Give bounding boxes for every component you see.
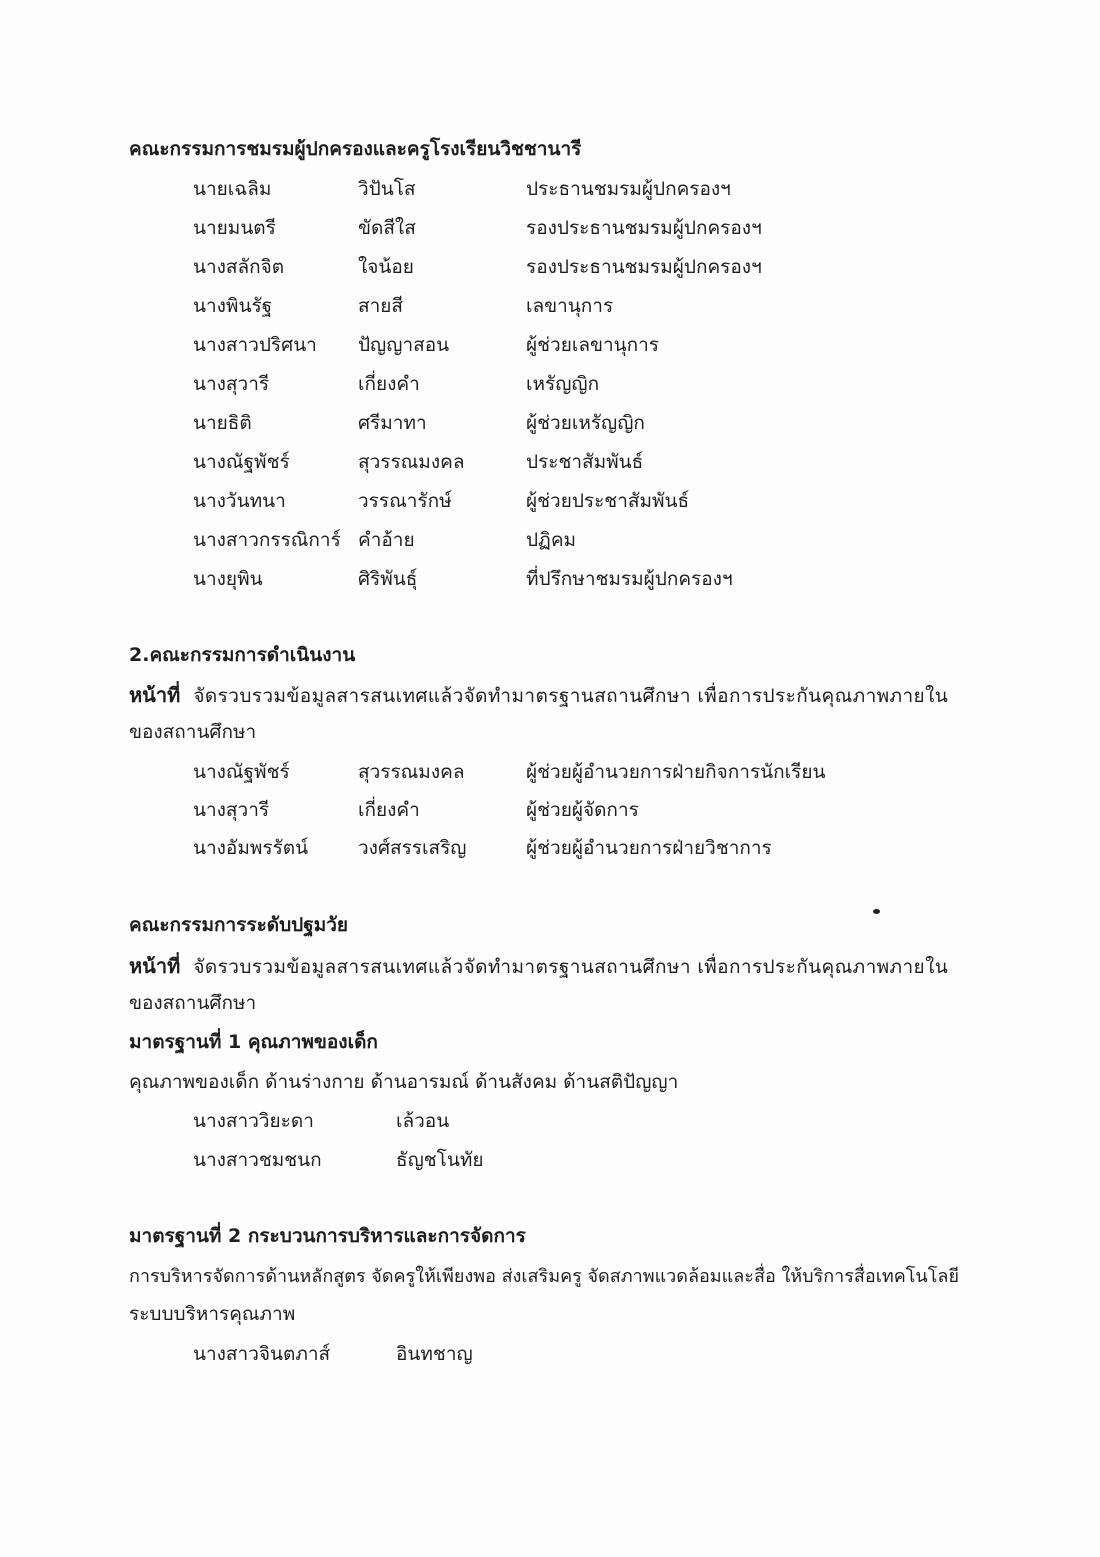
member-last-name: ขัดสีใส [358,217,416,239]
member-first-name: นางสุวารี [193,373,270,395]
scan-speck [873,909,880,914]
member-role: เลขานุการ [526,295,614,317]
member-first-name: นางวันทนา [193,490,286,512]
parents-committee-title: คณะกรรมการชมรมผู้ปกครองและครูโรงเรียนวิชชานารี [129,138,582,160]
member-first-name: นางสาวปริศนา [193,334,317,356]
member-role: ผู้ช่วยผู้จัดการ [526,799,639,821]
member-first-name: นายธิติ [193,412,252,434]
member-role: ประธานชมรมผู้ปกครองฯ [526,178,731,200]
standard-1-title: มาตรฐานที่ 1 คุณภาพของเด็ก [129,1031,378,1053]
member-role: ผู้ช่วยผู้อำนวยการฝ่ายวิชาการ [526,837,772,859]
member-last-name: คำอ้าย [358,529,415,551]
member-role: ประชาสัมพันธ์ [526,451,644,473]
duty-text-continued: ของสถานศึกษา [129,721,257,743]
member-first-name: นางพินรัฐ [193,295,273,317]
member-last-name: ใจน้อย [358,256,414,278]
member-first-name: นางณัฐพัชร์ [193,451,290,473]
member-role: ที่ปรึกษาชมรมผู้ปกครองฯ [526,568,733,590]
member-role: รองประธานชมรมผู้ปกครองฯ [526,217,762,239]
standard-2-description-continued: ระบบบริหารคุณภาพ [129,1303,296,1325]
member-last-name: สุวรรณมงคล [358,761,465,783]
duty-text-continued: ของสถานศึกษา [129,992,257,1014]
member-last-name: ศิริพันธุ์ [358,568,418,590]
member-first-name: นางสาวกรรณิการ์ [193,529,341,551]
member-last-name: สายสี [358,295,403,317]
member-role: ผู้ช่วยประชาสัมพันธ์ [526,490,690,512]
member-first-name: นางยุพิน [193,568,263,590]
early-childhood-committee-title: คณะกรรมการระดับปฐมวัย [129,914,349,936]
member-role: ผู้ช่วยเหรัญญิก [526,412,645,434]
member-first-name: นางสาววิยะดา [193,1110,314,1132]
member-last-name: สุวรรณมงคล [358,451,465,473]
member-last-name: เล้วอน [396,1110,450,1132]
member-last-name: วรรณารักษ์ [358,490,452,512]
member-first-name: นางอัมพรรัตน์ [193,837,309,859]
member-last-name: ปัญญาสอน [358,334,450,356]
standard-2-title: มาตรฐานที่ 2 กระบวนการบริหารและการจัดการ [129,1225,526,1247]
duty-label: หน้าที่ [129,683,181,707]
early-childhood-duty-line [129,950,948,982]
member-last-name: เกี่ยงคำ [358,373,420,395]
standard-2-description: การบริหารจัดการด้านหลักสูตร จัดครูให้เพียงพอ ส่งเสริมครู จัดสภาพแวดล้อมและสื่อ ให้บริการสื่อเทคโนโลยี [129,1266,959,1287]
duty-text: จัดรวบรวมข้อมูลสารสนเทศแล้วจัดทำมาตรฐานสถานศึกษา เพื่อการประกันคุณภาพภายใน [193,956,949,978]
member-first-name: นางสุวารี [193,799,270,821]
member-last-name: อินทชาญ [396,1343,473,1365]
member-role: ปฏิคม [526,529,577,551]
member-role: เหรัญญิก [526,373,600,395]
member-role: รองประธานชมรมผู้ปกครองฯ [526,256,762,278]
member-last-name: วงศ์สรรเสริญ [358,837,467,859]
member-first-name: นางณัฐพัชร์ [193,761,290,783]
member-first-name: นางสาวจินตภาส์ [193,1343,331,1365]
member-last-name: ศรีมาทา [358,412,427,434]
member-role: ผู้ช่วยผู้อำนวยการฝ่ายกิจการนักเรียน [526,761,826,783]
member-first-name: นางสาวชมชนก [193,1149,322,1171]
member-first-name: นางสลักจิต [193,256,285,278]
member-last-name: ธัญชโนทัย [396,1149,484,1171]
member-first-name: นายมนตรี [193,217,276,239]
member-last-name: วิปันโส [358,178,416,200]
operations-duty-line [129,679,948,711]
operations-committee-title: 2.คณะกรรมการดำเนินงาน [129,644,356,666]
member-last-name: เกี่ยงคำ [358,799,420,821]
duty-label: หน้าที่ [129,954,181,978]
standard-1-description: คุณภาพของเด็ก ด้านร่างกาย ด้านอารมณ์ ด้านสังคม ด้านสติปัญญา [129,1071,679,1093]
member-role: ผู้ช่วยเลขานุการ [526,334,659,356]
member-first-name: นายเฉลิม [193,178,272,200]
duty-text: จัดรวบรวมข้อมูลสารสนเทศแล้วจัดทำมาตรฐานสถานศึกษา เพื่อการประกันคุณภาพภายใน [193,685,949,707]
